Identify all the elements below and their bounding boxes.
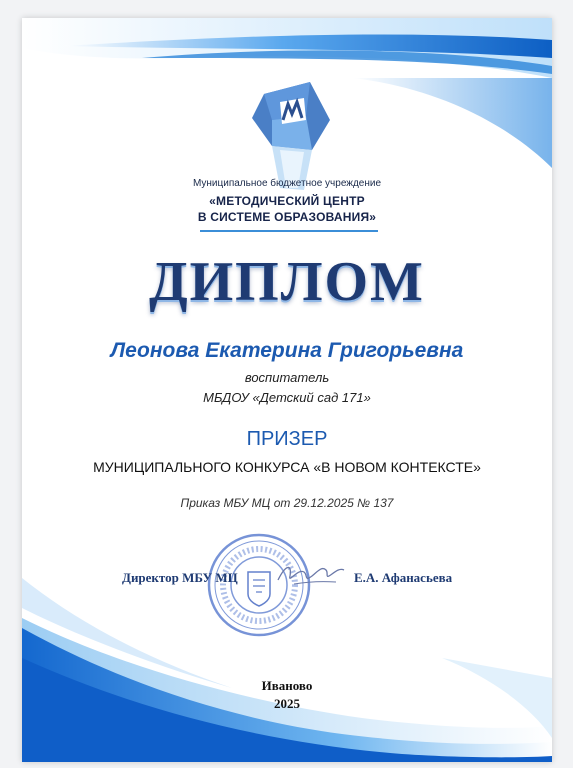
award-level: ПРИЗЕР — [246, 428, 328, 450]
diploma-title: ДИПЛОМ — [149, 251, 425, 313]
recipient-name: Леонова Екатерина Григорьевна — [110, 339, 464, 362]
contest-name: МУНИЦИПАЛЬНОГО КОНКУРСА «В НОВОМ КОНТЕКСТЕ» — [93, 459, 481, 475]
city: Иваново — [261, 678, 313, 693]
director-name: Е.А. Афанасьева — [354, 570, 453, 585]
diploma-content — [22, 18, 552, 762]
recipient-position: воспитатель — [244, 370, 330, 385]
divider — [200, 230, 378, 232]
year: 2025 — [274, 696, 300, 711]
director-title: Директор МБУ МЦ — [122, 570, 238, 585]
organization-name-line2: В СИСТЕМЕ ОБРАЗОВАНИЯ» — [197, 210, 377, 224]
organization-name-line1: «МЕТОДИЧЕСКИЙ ЦЕНТР — [209, 194, 365, 208]
organization-type: Муниципальное бюджетное учреждение — [192, 178, 382, 189]
handwritten-signature — [274, 558, 346, 588]
diploma-sheet — [22, 18, 552, 762]
order-reference: Приказ МБУ МЦ от 29.12.2025 № 137 — [180, 496, 394, 510]
recipient-workplace: МБДОУ «Детский сад 171» — [203, 390, 371, 405]
crystal-emblem-icon — [250, 80, 332, 192]
